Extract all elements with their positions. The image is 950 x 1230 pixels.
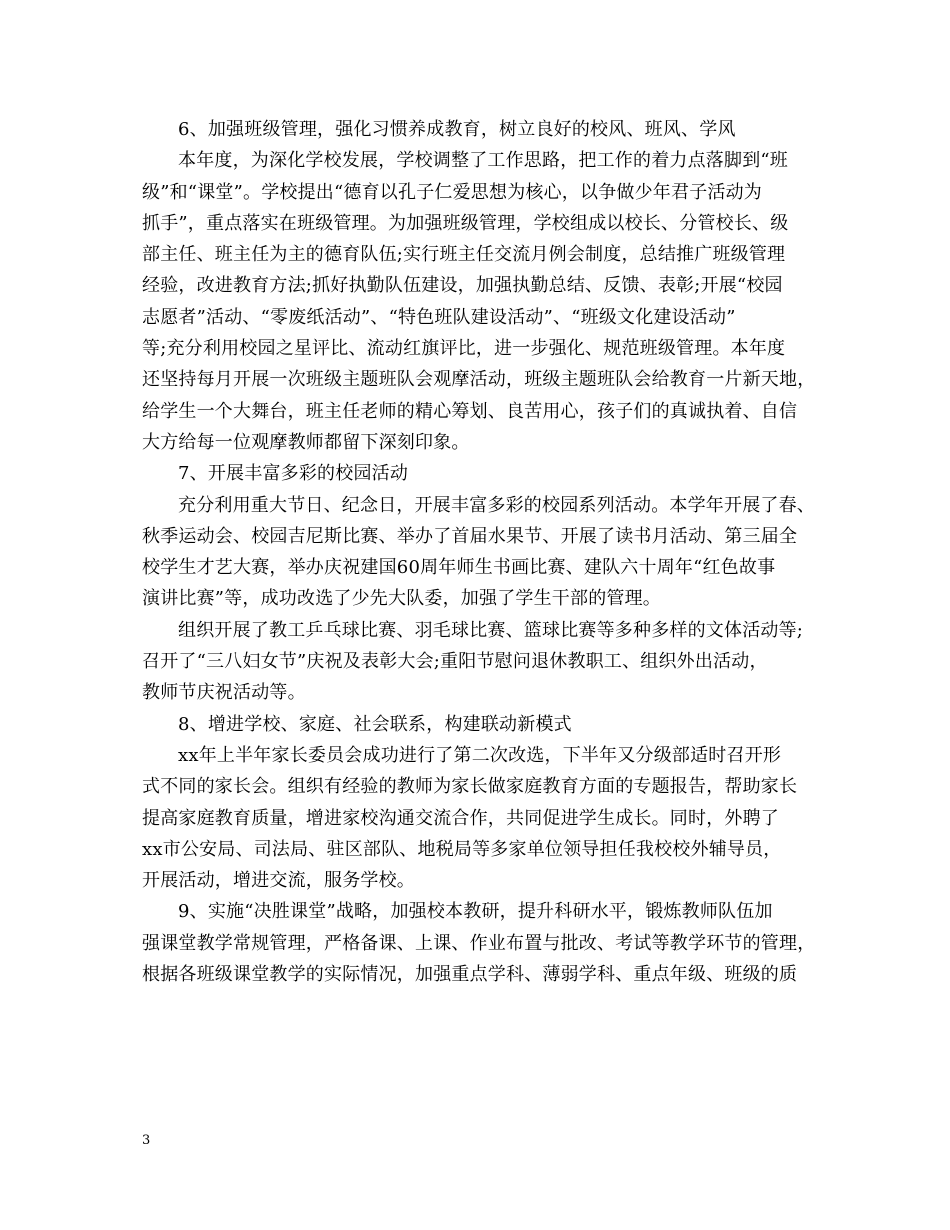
- text-line: 校学生才艺大赛，举办庆祝建国60周年师生书画比赛、建队六十周年“红色故事: [142, 557, 776, 579]
- document-body: [142, 114, 822, 990]
- text-line: 经验，改进教育方法;抓好执勤队伍建设，加强执勤总结、反馈、表彰;开展“校园: [142, 275, 783, 297]
- text-line: 级”和“课堂”。学校提出“德育以孔子仁爱思想为核心，以争做少年君子活动为: [142, 181, 763, 203]
- text-line: 秋季运动会、校园吉尼斯比赛、举办了首届水果节、开展了读书月活动、第三届全: [142, 525, 798, 547]
- text-line: 抓手”，重点落实在班级管理。为加强班级管理，学校组成以校长、分管校长、级: [142, 212, 789, 234]
- text-line: 6、加强班级管理，强化习惯养成教育，树立良好的校风、班风、学风: [178, 119, 736, 140]
- text-line: 教师节庆祝活动等。: [142, 682, 306, 704]
- text-line: 等;充分利用校园之星评比、流动红旗评比，进一步强化、规范班级管理。本年度: [142, 338, 786, 360]
- text-line: 提高家庭教育质量，增进家校沟通交流合作，共同促进学生成长。同时，外聘了: [142, 807, 779, 829]
- text-line: 9、实施“决胜课堂”战略，加强校本教研，提升科研水平，锻炼教师队伍加: [178, 901, 773, 923]
- text-line: 根据各班级课堂教学的实际情况，加强重点学科、薄弱学科、重点年级、班级的质: [142, 964, 798, 986]
- text-line: 演讲比赛”等，成功改选了少先大队委，加强了学生干部的管理。: [142, 588, 661, 610]
- text-line: 召开了“三八妇女节”庆祝及表彰大会;重阳节慰问退休教职工、组织外出活动，: [142, 651, 768, 673]
- text-line: 开展活动，增进交流，服务学校。: [142, 870, 415, 892]
- text-line: 式不同的家长会。组织有经验的教师为家长做家庭教育方面的专题报告，帮助家长: [142, 776, 798, 798]
- text-line: 充分利用重大节日、纪念日，开展丰富多彩的校园系列活动。本学年开展了春、: [178, 494, 815, 516]
- text-line: 给学生一个大舞台，班主任老师的精心筹划、良苦用心，孩子们的真诚执着、自信: [142, 400, 798, 422]
- text-line: 组织开展了教工乒乓球比赛、羽毛球比赛、篮球比赛等多种多样的文体活动等;: [178, 619, 804, 641]
- text-line: 大方给每一位观摩教师都留下深刻印象。: [142, 431, 470, 453]
- text-line: 还坚持每月开展一次班级主题班队会观摩活动，班级主题班队会给教育一片新天地，: [142, 369, 816, 391]
- text-line: 7、开展丰富多彩的校园活动: [178, 463, 409, 485]
- page-number: 3: [142, 1133, 151, 1148]
- text-line: 强课堂教学常规管理，严格备课、上课、作业布置与批改、考试等教学环节的管理，: [142, 932, 816, 954]
- text-line: xx市公安局、司法局、驻区部队、地税局等多家单位领导担任我校校外辅导员，: [142, 838, 782, 860]
- text-line: 本年度，为深化学校发展，学校调整了工作思路，把工作的着力点落脚到“班: [178, 150, 788, 172]
- text-line: xx年上半年家长委员会成功进行了第二次改选，下半年又分级部适时召开形: [178, 744, 782, 766]
- text-line: 8、增进学校、家庭、社会联系，构建联动新模式: [178, 713, 572, 735]
- text-line: 部主任、班主任为主的德育队伍;实行班主任交流月例会制度，总结推广班级管理: [142, 244, 786, 266]
- text-line: 志愿者”活动、“零废纸活动”、“特色班队建设活动”、“班级文化建设活动”: [142, 306, 736, 328]
